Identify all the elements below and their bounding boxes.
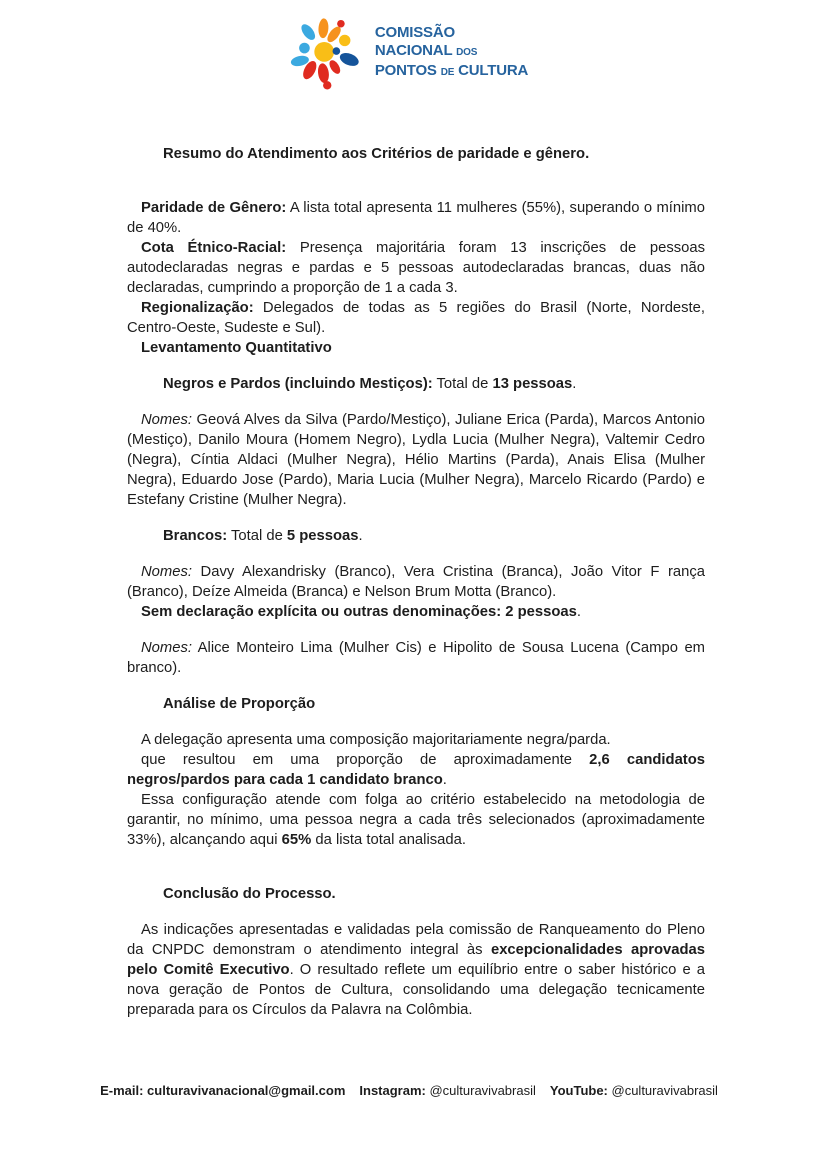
logo-dot-yellow xyxy=(339,35,350,46)
footer-value: @culturavivabrasil xyxy=(607,1083,718,1098)
text-run: da lista total analisada. xyxy=(311,832,466,848)
logo-dot-lightblue xyxy=(299,43,310,54)
text-run: Cota Étnico-Racial: xyxy=(141,240,287,256)
logo-line2 xyxy=(375,42,528,62)
text-run: . xyxy=(576,604,581,620)
footer-item-youtube xyxy=(550,1083,718,1098)
logo-petal-orange-top xyxy=(318,18,329,38)
logo-dot-red-top xyxy=(337,20,345,28)
logo-petal-red-center xyxy=(317,63,330,84)
text-run: . xyxy=(442,772,447,788)
text-run: excepcionalidades aprovadas pelo Comitê Executivo xyxy=(127,942,705,978)
text-run: 5 pessoas xyxy=(286,528,359,544)
logo-text xyxy=(375,24,528,82)
paragraph xyxy=(127,638,705,678)
paragraph xyxy=(127,602,705,622)
footer-value: @culturavivabrasil xyxy=(425,1083,536,1098)
text-run: Davy Alexandrisky (Branco), Vera Cristina (Branca), João Vitor F rança (Branco), Deíze Almeida (Branca) e Nelson Brum Motta (Branco). xyxy=(127,564,705,600)
logo-line1 xyxy=(375,24,528,42)
logo-dot-red-bottom xyxy=(323,81,331,89)
section-heading xyxy=(127,374,705,394)
text-run: Paridade de Gênero: xyxy=(141,200,287,216)
paragraph xyxy=(127,750,705,790)
page-title xyxy=(127,144,705,164)
footer xyxy=(0,1083,818,1099)
logo-word-nacional: NACIONAL xyxy=(374,42,453,59)
paragraph xyxy=(127,410,705,510)
logo-center-blob xyxy=(314,42,334,62)
paragraph xyxy=(127,298,705,338)
section-heading xyxy=(127,338,705,358)
text-run: . xyxy=(572,376,577,392)
text-run: Sem declaração explícita ou outras denominações: 2 pessoas xyxy=(141,604,577,620)
logo-word-comissao: COMISSÃO xyxy=(374,24,455,41)
text-run: Total de xyxy=(432,376,493,392)
text-run: . O resultado reflete um equilíbrio entre o saber histórico e a nova geração de Pontos de Cultura, consolidando uma delegação tecnicamente preparada para os Círculos da Palavra na Colômbia. xyxy=(127,962,705,1018)
text-run: Delegados de todas as 5 regiões do Brasil (Norte, Nordeste, Centro-Oeste, Sudeste e Sul). xyxy=(127,300,705,336)
footer-item-email xyxy=(100,1083,345,1098)
text-run: Essa configuração atende com folga ao critério estabelecido na metodologia de garantir, no mínimo, uma pessoa negra a cada três selecionados (aproximadamente 33%), alcançando aqui xyxy=(127,792,705,848)
logo-word-cultura: CULTURA xyxy=(458,62,529,79)
paragraph xyxy=(127,790,705,850)
text-run: A delegação apresenta uma composição majoritariamente negra/parda. xyxy=(141,732,611,748)
text-run: Negros e Pardos (incluindo Mestiços): xyxy=(163,376,433,392)
text-run: Total de xyxy=(227,528,287,544)
text-run: Conclusão do Processo. xyxy=(163,886,336,902)
logo-word-dos: DOS xyxy=(456,47,478,58)
logo-mark-icon xyxy=(290,16,366,90)
logo-petal-red-right xyxy=(327,58,342,75)
footer-label: Instagram: xyxy=(359,1083,426,1098)
text-run: As indicações apresentadas e validadas pela comissão de Ranqueamento do Pleno da CNPDC demonstram o atendimento integral às xyxy=(127,922,705,958)
paragraph xyxy=(127,730,705,750)
footer-label: E-mail: xyxy=(100,1083,144,1098)
paragraph xyxy=(127,920,705,1020)
text-run: 13 pessoas xyxy=(492,376,573,392)
section-heading xyxy=(127,694,705,714)
text-run: Nomes: xyxy=(141,564,192,580)
logo-line3 xyxy=(375,62,528,82)
logo-word-de: DE xyxy=(440,67,455,78)
text-run: Presença majoritária foram 13 inscrições de pessoas autodeclaradas negras e pardas e 5 pessoas autodeclaradas brancas, duas não declaradas, cumprindo a proporção de 1 a cada 3. xyxy=(127,240,705,296)
footer-label: YouTube: xyxy=(549,1083,608,1098)
logo-petal-darkblue-right xyxy=(338,50,361,68)
logo xyxy=(0,16,818,90)
section-heading xyxy=(127,526,705,546)
logo-petal-lightblue-up xyxy=(299,22,318,42)
footer-item-instagram xyxy=(359,1083,535,1098)
footer-value: culturavivanacional@gmail.com xyxy=(143,1083,346,1098)
text-run: 65% xyxy=(281,832,312,848)
text-run: 2,6 candidatos negros/pardos para cada 1 candidato branco xyxy=(127,752,705,788)
document-body xyxy=(127,144,705,1020)
text-run: Geová Alves da Silva (Pardo/Mestiço), Juliane Erica (Parda), Marcos Antonio (Mestiço), Danilo Moura (Homem Negro), Lydla Lucia (Mulher Negra), Valtemir Cedro (Negra), Cíntia Aldaci (Mulher Negra), Hélio Martins (Parda), Anais Elisa (Mulher Negra), Eduardo Jose (Pardo), Maria Lucia (Mulher Negra), Marcelo Ricardo (Pardo) e Estefany Cristine (Mulher Negra). xyxy=(127,412,705,508)
text-run: . xyxy=(358,528,363,544)
section-heading xyxy=(127,884,705,904)
text-run: Levantamento Quantitativo xyxy=(141,340,332,356)
text-run: Nomes: xyxy=(141,412,192,428)
logo-word-pontos: PONTOS xyxy=(374,62,437,79)
text-run: Análise de Proporção xyxy=(163,696,316,712)
text-run: Nomes: xyxy=(141,640,192,656)
paragraph xyxy=(127,562,705,602)
text-run: Brancos: xyxy=(163,528,228,544)
text-run: Regionalização: xyxy=(141,300,254,316)
paragraph xyxy=(127,198,705,238)
text-run: Alice Monteiro Lima (Mulher Cis) e Hipolito de Sousa Lucena (Campo em branco). xyxy=(127,640,705,676)
paragraph xyxy=(127,238,705,298)
text-run: que resultou em uma proporção de aproximadamente xyxy=(141,752,590,768)
text-run: A lista total apresenta 11 mulheres (55%), superando o mínimo de 40%. xyxy=(127,200,705,236)
logo-dot-darkblue xyxy=(332,47,340,55)
text-run: Resumo do Atendimento aos Critérios de paridade e gênero. xyxy=(163,146,590,162)
